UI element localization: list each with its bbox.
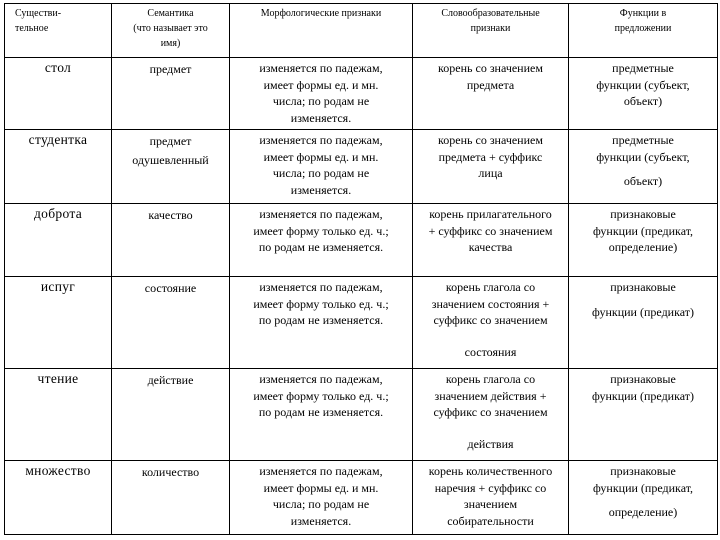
- morphology-cell: изменяется по падежам, имеет формы ед. и мн. числа; по родам не изменяется.: [230, 130, 413, 204]
- function-cell: признаковые функции (предикат): [569, 277, 718, 369]
- morphology-cell: изменяется по падежам, имеет форму только ед. ч.; по родам не изменяется.: [230, 277, 413, 369]
- derivation-cell: корень глагола со значением состояния + суффикс со значением состояния: [413, 277, 569, 369]
- header-derivation: Словообразовательные признаки: [413, 4, 569, 58]
- morphology-cell: изменяется по падежам, имеет формы ед. и мн. числа; по родам не изменяется.: [230, 58, 413, 130]
- semantics-cell: предмет: [112, 58, 230, 130]
- semantics-cell: состояние: [112, 277, 230, 369]
- semantics-cell: качество: [112, 204, 230, 277]
- noun-cell: студентка: [5, 130, 112, 204]
- noun-cell: множество: [5, 461, 112, 535]
- derivation-cell: корень со значением предмета + суффикс лица: [413, 130, 569, 204]
- derivation-cell: корень глагола со значением действия + суффикс со значением действия: [413, 369, 569, 461]
- table-row: [5, 461, 718, 535]
- table-row: [5, 58, 718, 130]
- table-row: [5, 369, 718, 461]
- noun-cell: стол: [5, 58, 112, 130]
- function-cell: предметные функции (субъект, объект): [569, 58, 718, 130]
- table-row: [5, 204, 718, 277]
- derivation-cell: корень количественного наречия + суффикс со значением собирательности: [413, 461, 569, 535]
- noun-cell: чтение: [5, 369, 112, 461]
- noun-classification-table: [4, 3, 718, 535]
- function-cell: предметные функции (субъект, объект): [569, 130, 718, 204]
- header-function: Функции в предложении: [569, 4, 718, 58]
- header-noun: Существи- тельное: [5, 4, 112, 58]
- morphology-cell: изменяется по падежам, имеет форму только ед. ч.; по родам не изменяется.: [230, 369, 413, 461]
- morphology-cell: изменяется по падежам, имеет форму только ед. ч.; по родам не изменяется.: [230, 204, 413, 277]
- semantics-cell: предмет одушевленный: [112, 130, 230, 204]
- noun-cell: доброта: [5, 204, 112, 277]
- header-morphology: Морфологические признаки: [230, 4, 413, 58]
- semantics-cell: количество: [112, 461, 230, 535]
- function-cell: признаковые функции (предикат, определение): [569, 461, 718, 535]
- header-semantics: Семантика (что называет это имя): [112, 4, 230, 58]
- function-cell: признаковые функции (предикат, определение): [569, 204, 718, 277]
- semantics-cell: действие: [112, 369, 230, 461]
- derivation-cell: корень прилагательного + суффикс со значением качества: [413, 204, 569, 277]
- noun-cell: испуг: [5, 277, 112, 369]
- table-row: [5, 277, 718, 369]
- table-header-row: [5, 4, 718, 58]
- derivation-cell: корень со значением предмета: [413, 58, 569, 130]
- morphology-cell: изменяется по падежам, имеет формы ед. и мн. числа; по родам не изменяется.: [230, 461, 413, 535]
- table-row: [5, 130, 718, 204]
- function-cell: признаковые функции (предикат): [569, 369, 718, 461]
